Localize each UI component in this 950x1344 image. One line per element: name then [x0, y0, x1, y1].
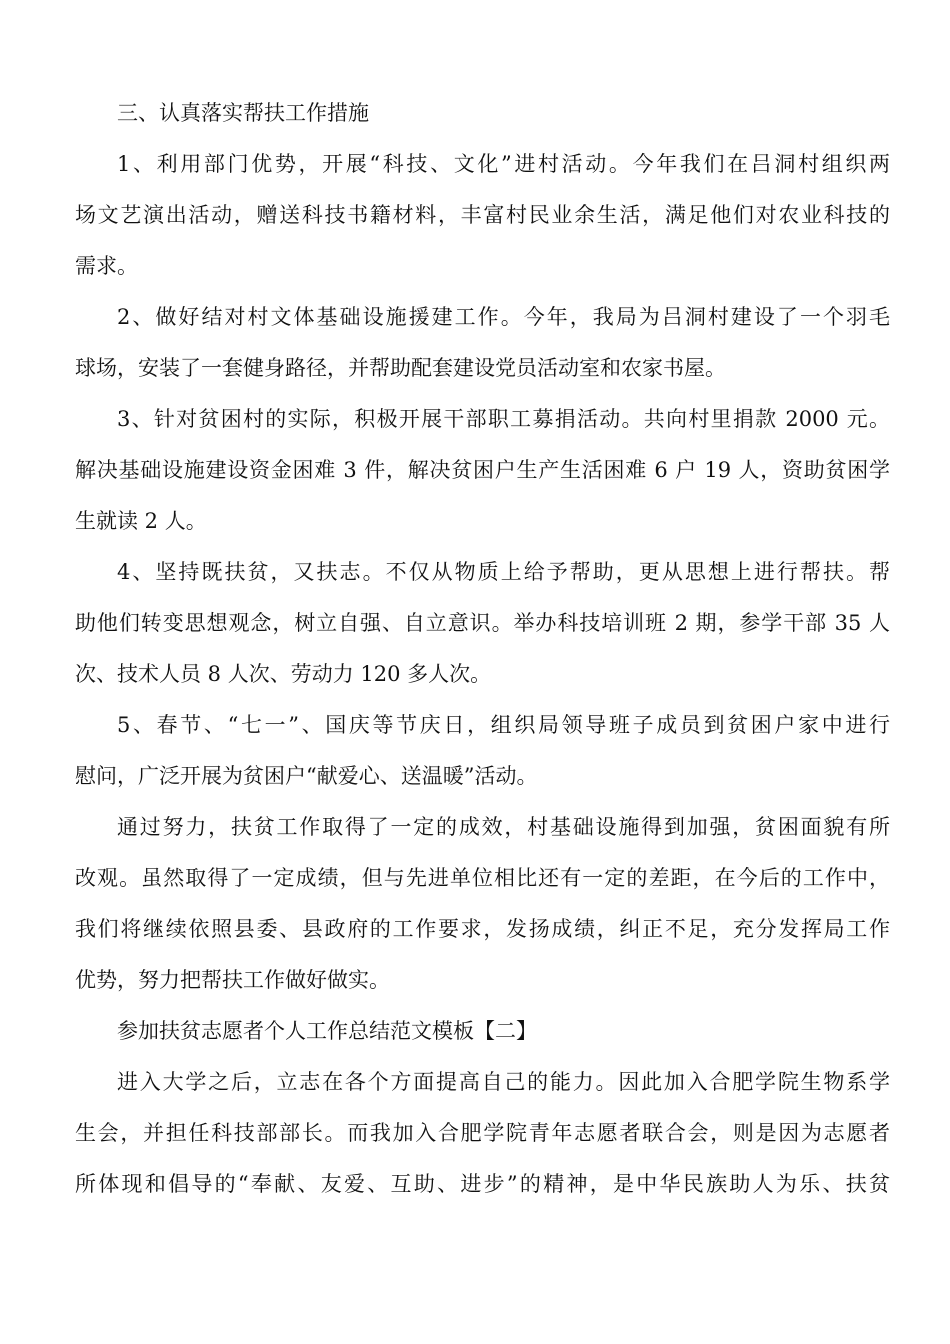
text-line: 解决基础设施建设资金困难 3 件，解决贫困户生产生活困难 6 户 19 人，资助贫困学 [75, 458, 890, 482]
text-line: 1、利用部门优势，开展“科技、文化”进村活动。今年我们在吕洞村组织两 [117, 152, 890, 176]
text-line: 5、春节、“七一”、国庆等节庆日，组织局领导班子成员到贫困户家中进行 [117, 713, 890, 737]
paragraph-summary [75, 802, 890, 1006]
text-line: 生就读 2 人。 [75, 509, 207, 533]
text-line: 球场，安装了一套健身路径，并帮助配套建设党员活动室和农家书屋。 [75, 356, 726, 380]
text-line: 慰问，广泛开展为贫困户“献爱心、送温暖”活动。 [75, 764, 538, 788]
text-line: 所体现和倡导的“奉献、友爱、互助、进步”的精神，是中华民族助人为乐、扶贫 [75, 1172, 890, 1196]
text-line: 我们将继续依照县委、县政府的工作要求，发扬成绩，纠正不足，充分发挥局工作 [75, 917, 890, 941]
document-body [75, 88, 890, 1210]
text-line: 生会，并担任科技部部长。而我加入合肥学院青年志愿者联合会，则是因为志愿者 [75, 1121, 890, 1145]
text-line: 4、坚持既扶贫，又扶志。不仅从物质上给予帮助，更从思想上进行帮扶。帮 [117, 560, 890, 584]
section-title-2 [75, 1006, 890, 1057]
paragraph-item-3 [75, 394, 890, 547]
text-line: 优势，努力把帮扶工作做好做实。 [75, 968, 390, 992]
text-line: 3、针对贫困村的实际，积极开展干部职工募捐活动。共向村里捐款 2000 元。 [117, 407, 890, 431]
text-line: 参加扶贫志愿者个人工作总结范文模板【二】 [117, 1019, 537, 1043]
paragraph-intro-2 [75, 1057, 890, 1210]
text-line: 助他们转变思想观念，树立自强、自立意识。举办科技培训班 2 期，参学干部 35 人 [75, 611, 890, 635]
text-line: 通过努力，扶贫工作取得了一定的成效，村基础设施得到加强，贫困面貌有所 [117, 815, 890, 839]
text-line: 进入大学之后，立志在各个方面提高自己的能力。因此加入合肥学院生物系学 [117, 1070, 890, 1094]
section-heading [75, 88, 890, 139]
text-line: 2、做好结对村文体基础设施援建工作。今年，我局为吕洞村建设了一个羽毛 [117, 305, 890, 329]
text-line: 场文艺演出活动，赠送科技书籍材料，丰富村民业余生活，满足他们对农业科技的 [75, 203, 890, 227]
text-line: 需求。 [75, 254, 138, 278]
paragraph-item-4 [75, 547, 890, 700]
paragraph-item-5 [75, 700, 890, 802]
text-line: 三、认真落实帮扶工作措施 [117, 101, 369, 125]
text-line: 次、技术人员 8 人次、劳动力 120 多人次。 [75, 662, 492, 686]
text-line: 改观。虽然取得了一定成绩，但与先进单位相比还有一定的差距，在今后的工作中， [75, 866, 890, 890]
paragraph-item-1 [75, 139, 890, 292]
paragraph-item-2 [75, 292, 890, 394]
